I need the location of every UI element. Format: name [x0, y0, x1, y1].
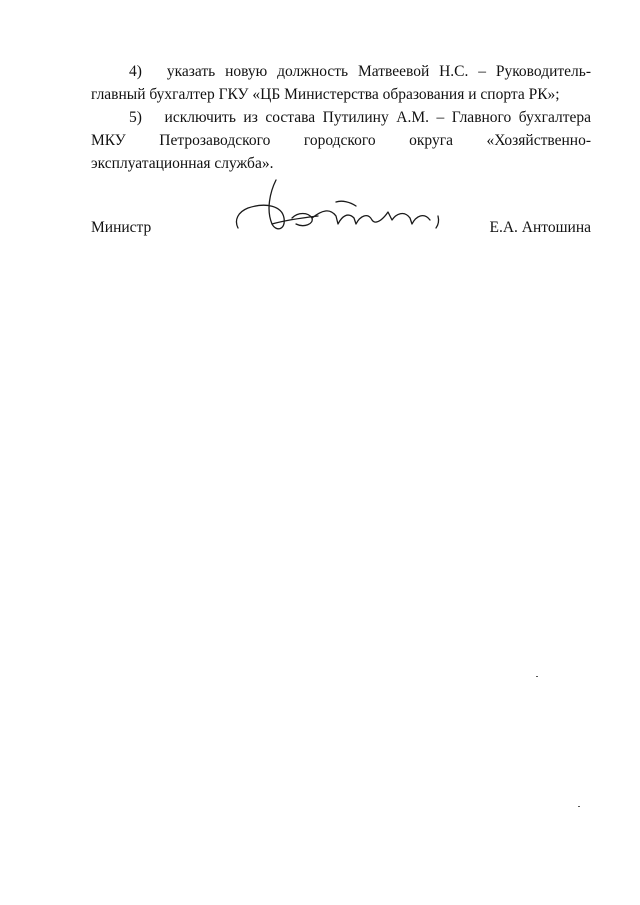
list-item-4 [91, 60, 591, 106]
scan-speck [578, 806, 580, 807]
signature-block [91, 219, 591, 243]
list-item-number: 5) [129, 109, 142, 126]
list-item-text: исключить из состава Путилину А.М. – Главного бухгалтера МКУ Петрозаводского городского округа «Хозяйственно-эксплуатационная служба». [91, 109, 591, 172]
list-item-text: указать новую должность Матвеевой Н.С. – Руководитель-главный бухгалтер ГКУ «ЦБ Министерства образования и спорта РК»; [91, 63, 592, 103]
signatory-role: Министр [91, 219, 152, 236]
list-item-5 [91, 106, 591, 175]
list-item-number: 4) [129, 63, 142, 80]
scan-speck [536, 676, 538, 677]
signatory-name: Е.А. Антошина [489, 219, 591, 236]
